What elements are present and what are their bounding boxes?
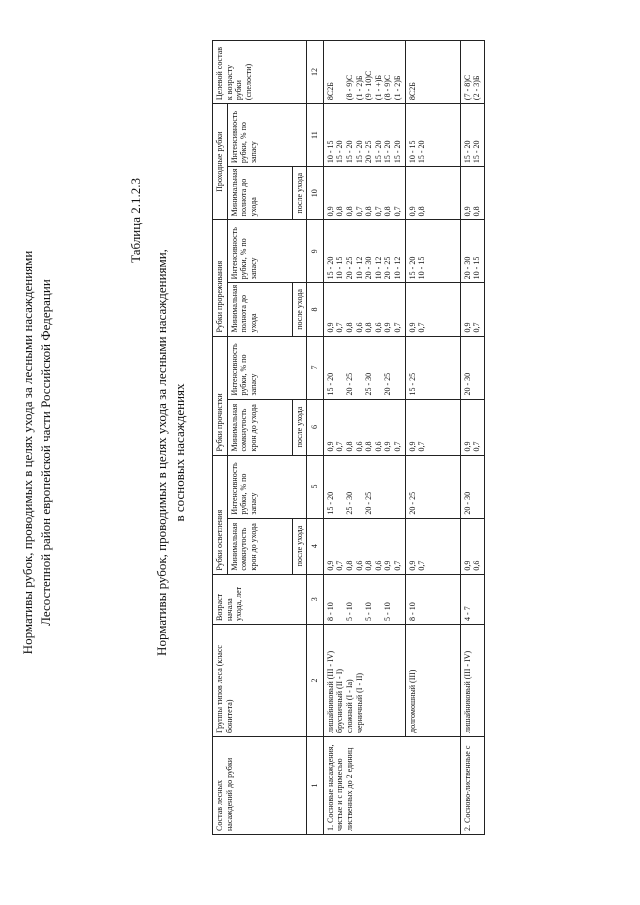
header-composition: Состав лесных насаждений до рубки (213, 736, 307, 834)
document-title-line2: Лесостепной район европейской части Российской Федерации (38, 279, 53, 626)
col-number: 4 (307, 518, 324, 574)
header-prorezhivanie: Рубки прореживания (213, 220, 228, 336)
header-min-canopy-2: Минимальная сомкнутость крон до ухода (227, 399, 292, 455)
column-number-row (307, 41, 324, 835)
header-after-care-3: после ухода (292, 283, 307, 336)
table-subtitle-line1: Нормативы рубок, проводимых в целях ухода за лесными насаждениями, (154, 249, 169, 656)
header-after-care-2: после ухода (292, 399, 307, 455)
header-after-care-1: после ухода (292, 518, 307, 574)
table-row (460, 41, 484, 835)
cell-value: 15 - 20 25 - 30 20 - 25 (323, 455, 405, 518)
cell-value: 0,9 0,7 (405, 283, 460, 336)
cell-value: 0,9 0,7 (460, 283, 484, 336)
cell-value: 0,9 0,7 0,8 0,6 0,8 0,6 0,9 0,7 (323, 399, 405, 455)
header-forest-type: Группы типов леса (класс бонитета) (213, 624, 307, 736)
header-min-density-2: Минимальная полнота до ухода (227, 167, 292, 220)
col-number: 7 (307, 336, 324, 399)
col-number: 2 (307, 624, 324, 736)
header-min-density-1: Минимальная полнота до ухода (227, 283, 292, 336)
table-row (323, 41, 405, 835)
header-after-care-4: после ухода (292, 167, 307, 220)
cell-start-age: 8 - 10 (405, 574, 460, 624)
cell-value: 15 - 20 20 - 25 25 - 30 20 - 25 (323, 336, 405, 399)
col-number: 1 (307, 736, 324, 834)
norms-table (212, 40, 485, 835)
cell-composition: 2. Сосново-лиственные с (460, 736, 484, 834)
col-number: 6 (307, 399, 324, 455)
cell-value: 20 - 25 (405, 455, 460, 518)
cell-value: 0,9 0,7 0,8 0,6 0,8 0,6 0,9 0,7 (323, 518, 405, 574)
table-number: Таблица 2.1.2.3 (128, 178, 143, 263)
cell-value: 15 - 25 (405, 336, 460, 399)
cell-value: 20 - 30 (460, 455, 484, 518)
col-number: 8 (307, 283, 324, 336)
header-intensity-2: Интенсивность рубки, % по запасу (227, 336, 307, 399)
cell-value: 0,9 0,7 (460, 399, 484, 455)
cell-value: 10 - 15 15 - 20 15 - 20 15 - 20 20 - 25 15 - 20 15 - 20 15 - 20 (323, 104, 405, 167)
header-intensity-1: Интенсивность рубки, % по запасу (227, 455, 307, 518)
cell-value: 20 - 30 10 - 15 (460, 220, 484, 283)
header-prochistka: Рубки прочистки (213, 336, 228, 455)
header-prokhodnye: Проходные рубки (213, 104, 228, 220)
col-number: 12 (307, 41, 324, 104)
cell-target: 8С2Б (8 - 9)С (1 - 2)Б (9 - 10)С (1 - +)Б (8 - 9)С (1 - 2)Б (323, 41, 405, 104)
header-intensity-4: Интенсивность рубки, % по запасу (227, 104, 307, 167)
table-row (405, 41, 460, 835)
cell-forest-type: долгомошный (III) (405, 624, 460, 736)
header-start-age: Возраст начала ухода, лет (213, 574, 307, 624)
cell-value: 15 - 20 10 - 15 (405, 220, 460, 283)
cell-value: 0,9 0,6 (460, 518, 484, 574)
cell-forest-type: лишайниковый (III - IV) (460, 624, 484, 736)
header-osvetlenie: Рубки осветления (213, 455, 228, 574)
cell-value: 0,9 0,8 (460, 167, 484, 220)
header-target-composition: Целевой состав к возрасту рубки (спелости) (213, 41, 307, 104)
cell-value: 10 - 15 15 - 20 (405, 104, 460, 167)
table-subtitle-line2: в сосновых насаждениях (172, 383, 187, 522)
cell-value: 0,9 0,8 0,8 0,7 0,8 0,7 0,8 0,7 (323, 167, 405, 220)
cell-forest-type: лишайниковый (III - IV) брусничный (II - I) сложный (I - Ia) черничный (I - II) (323, 624, 405, 736)
document-title-line1: Нормативы рубок, проводимых в целях ухода за лесными насаждениями (20, 250, 35, 655)
cell-value: 15 - 20 15 - 20 (460, 104, 484, 167)
cell-value: 0,9 0,7 (405, 399, 460, 455)
col-number: 9 (307, 220, 324, 283)
col-number: 5 (307, 455, 324, 518)
cell-value: 20 - 30 (460, 336, 484, 399)
cell-composition: 1. Сосновые насаждения, чистые и с примесью лиственных до 2 единиц (323, 736, 460, 834)
col-number: 10 (307, 167, 324, 220)
col-number: 3 (307, 574, 324, 624)
cell-value: 0,9 0,7 (405, 518, 460, 574)
cell-value: 15 - 20 10 - 15 20 - 25 10 - 12 20 - 30 10 - 12 20 - 25 10 - 12 (323, 220, 405, 283)
cell-value: 0,9 0,8 (405, 167, 460, 220)
cell-start-age: 8 - 10 5 - 10 5 - 10 5 - 10 (323, 574, 405, 624)
cell-value: 0,9 0,7 0,8 0,6 0,8 0,6 0,9 0,7 (323, 283, 405, 336)
cell-target: 8С2Б (405, 41, 460, 104)
header-intensity-3: Интенсивность рубки, % по запасу (227, 220, 307, 283)
header-min-canopy-1: Минимальная сомкнутость крон до ухода (227, 518, 292, 574)
header-row-1 (213, 41, 228, 835)
cell-start-age: 4 - 7 (460, 574, 484, 624)
col-number: 11 (307, 104, 324, 167)
cell-target: (7 - 8)С (2 - 3)Б (460, 41, 484, 104)
